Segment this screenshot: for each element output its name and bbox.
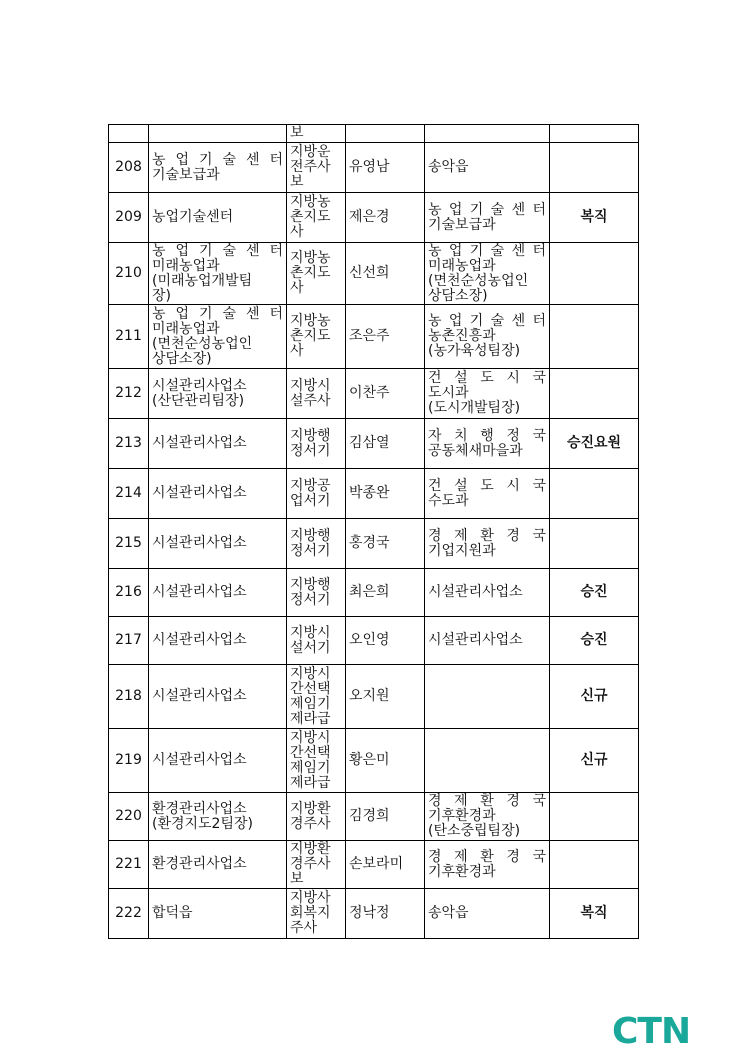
new-department: [149, 419, 287, 469]
new-department-line: 시설관리사업소: [152, 485, 247, 501]
person-name: 홍경국: [346, 519, 425, 569]
previous-department-line: 상담소장): [428, 287, 488, 304]
new-department-line: 기술보급과: [152, 166, 220, 183]
rank-line: 지방시: [290, 624, 331, 641]
previous-department: [425, 143, 550, 193]
person-name: 황은미: [346, 729, 425, 793]
table-row: [109, 665, 639, 729]
previous-department-line: 건 설 도 시 국: [428, 477, 546, 494]
person-name: 오지원: [346, 665, 425, 729]
table-row: [109, 143, 639, 193]
row-number: 212: [109, 369, 149, 419]
previous-department: [425, 665, 550, 729]
rank: [287, 617, 346, 665]
previous-department: [425, 617, 550, 665]
new-department-line: 미래농업과: [152, 320, 220, 337]
remark: [550, 243, 639, 305]
new-department-line: 환경관리사업소: [152, 856, 247, 872]
previous-department: [425, 569, 550, 617]
rank-line: 지방농: [290, 313, 331, 329]
previous-department-line: 수도과: [428, 492, 469, 509]
row-number: 222: [109, 889, 149, 939]
previous-department-line: 기후환경과: [428, 863, 496, 880]
new-department-line: 장): [152, 287, 171, 304]
rank-line: 사: [290, 224, 304, 240]
person-name: 조은주: [346, 305, 425, 369]
previous-department-line: 자 치 행 정 국: [428, 427, 546, 444]
table-row: [109, 369, 639, 419]
previous-department-line: (탄소중립팀장): [428, 823, 521, 839]
remark: [550, 369, 639, 419]
remark: [550, 305, 639, 369]
previous-department: [425, 841, 550, 889]
rank-line: 보: [290, 871, 304, 887]
person-name: 제은경: [346, 193, 425, 243]
person-name: 이찬주: [346, 369, 425, 419]
rank: [287, 729, 346, 793]
table-row: [109, 193, 639, 243]
rank-line: 지방행: [290, 576, 331, 593]
previous-department: [425, 193, 550, 243]
rank-line: 지방사: [290, 890, 331, 906]
rank: [287, 305, 346, 369]
rank-line: 지방농: [290, 250, 331, 266]
new-department-line: 농 업 기 술 센 터: [152, 242, 283, 259]
new-department: [149, 569, 287, 617]
rank-line: 경주사: [290, 856, 331, 872]
remark: [550, 841, 639, 889]
ctn-logo: CTN: [612, 1011, 691, 1052]
row-number: 218: [109, 665, 149, 729]
rank-line: 촌지도: [290, 328, 331, 344]
remark: [550, 519, 639, 569]
new-department: [149, 617, 287, 665]
previous-department-line: (도시개발팀장): [428, 400, 521, 416]
previous-department: [425, 889, 550, 939]
previous-department: [425, 793, 550, 841]
personnel-table: [108, 124, 639, 939]
previous-department-line: (면천순성농업인: [428, 272, 529, 289]
rank-line: 사: [290, 280, 304, 296]
new-department-line: (면천순성농업인: [152, 335, 253, 352]
new-department-line: 농 업 기 술 센 터: [152, 151, 283, 168]
new-department: [149, 125, 287, 143]
previous-department-line: 기후환경과: [428, 808, 496, 824]
new-department-line: 시설관리사업소: [152, 535, 247, 551]
table-row: [109, 729, 639, 793]
rank-line: 지방행: [290, 527, 331, 544]
previous-department-line: 송악읍: [428, 159, 469, 175]
rank: [287, 193, 346, 243]
person-name: 최은희: [346, 569, 425, 617]
remark: 승진: [550, 617, 639, 665]
previous-department-line: (농가육성팀장): [428, 343, 521, 359]
previous-department: [425, 419, 550, 469]
remark: 복직: [550, 889, 639, 939]
previous-department-line: 경 제 환 경 국: [428, 848, 546, 865]
previous-department-line: 농 업 기 술 센 터: [428, 313, 546, 329]
person-name: 유영남: [346, 143, 425, 193]
previous-department: [425, 125, 550, 143]
remark: [550, 793, 639, 841]
rank-line: 지방시: [290, 377, 331, 394]
previous-department: [425, 729, 550, 793]
new-department: [149, 889, 287, 939]
rank-line: 경주사: [290, 815, 331, 832]
new-department-line: 시설관리사업소: [152, 435, 247, 451]
rank: [287, 143, 346, 193]
rank: [287, 519, 346, 569]
table-row: [109, 617, 639, 665]
new-department-line: 시설관리사업소: [152, 377, 247, 394]
new-department: [149, 729, 287, 793]
table-row: [109, 569, 639, 617]
table-row: [109, 419, 639, 469]
rank-line: 보: [290, 174, 304, 190]
rank-line: 지방환: [290, 800, 331, 817]
row-number: [109, 125, 149, 143]
remark: [550, 125, 639, 143]
rank-line: 지방행: [290, 427, 331, 444]
remark: [550, 469, 639, 519]
table-row: [109, 305, 639, 369]
rank-line: 사: [290, 343, 304, 359]
person-name: 김경희: [346, 793, 425, 841]
person-name: 정낙정: [346, 889, 425, 939]
rank: [287, 419, 346, 469]
table-row: [109, 519, 639, 569]
rank-line: 제임기: [290, 759, 331, 776]
row-number: 211: [109, 305, 149, 369]
new-department-line: 시설관리사업소: [152, 688, 247, 704]
new-department: [149, 841, 287, 889]
row-number: 214: [109, 469, 149, 519]
rank-line: 정서기: [290, 442, 331, 459]
new-department-line: 합덕읍: [152, 905, 193, 921]
previous-department-line: 도시과: [428, 385, 469, 401]
previous-department-line: 농 업 기 술 센 터: [428, 201, 546, 218]
row-number: 221: [109, 841, 149, 889]
rank-line: 지방농: [290, 194, 331, 210]
new-department-line: 시설관리사업소: [152, 752, 247, 768]
rank-line: 설주사: [290, 392, 331, 409]
table-row: [109, 469, 639, 519]
new-department-line: 시설관리사업소: [152, 632, 247, 648]
rank: [287, 369, 346, 419]
new-department-line: (환경지도2팀장): [152, 815, 253, 832]
new-department-line: (미래농업개발팀: [152, 272, 253, 289]
rank: [287, 469, 346, 519]
person-name: 김삼열: [346, 419, 425, 469]
previous-department: [425, 243, 550, 305]
remark: 신규: [550, 729, 639, 793]
table-row: [109, 889, 639, 939]
new-department: [149, 305, 287, 369]
rank: [287, 889, 346, 939]
new-department: [149, 193, 287, 243]
row-number: 216: [109, 569, 149, 617]
remark: 승진: [550, 569, 639, 617]
new-department: [149, 665, 287, 729]
rank: [287, 665, 346, 729]
rank-line: 회복지: [290, 905, 331, 921]
rank: [287, 125, 346, 143]
new-department: [149, 369, 287, 419]
new-department: [149, 469, 287, 519]
previous-department: [425, 469, 550, 519]
rank-line: 촌지도: [290, 265, 331, 281]
remark: [550, 143, 639, 193]
table-row: [109, 243, 639, 305]
previous-department-line: 기술보급과: [428, 216, 496, 233]
previous-department-line: 시설관리사업소: [428, 584, 523, 600]
rank-line: 주사: [290, 920, 318, 936]
table-row: [109, 793, 639, 841]
previous-department-line: 건 설 도 시 국: [428, 370, 546, 386]
previous-department-line: 경 제 환 경 국: [428, 793, 546, 809]
previous-department-line: 경 제 환 경 국: [428, 527, 546, 544]
table-row: [109, 125, 639, 143]
new-department-line: 상담소장): [152, 350, 212, 367]
previous-department: [425, 369, 550, 419]
person-name: 손보라미: [346, 841, 425, 889]
rank-line: 제라급: [290, 710, 331, 727]
row-number: 210: [109, 243, 149, 305]
rank-line: 지방환: [290, 841, 331, 857]
previous-department-line: 공동체새마을과: [428, 442, 523, 459]
rank-line: 지방공: [290, 477, 331, 494]
row-number: 219: [109, 729, 149, 793]
previous-department: [425, 305, 550, 369]
previous-department-line: 미래농업과: [428, 257, 496, 274]
rank: [287, 841, 346, 889]
row-number: 209: [109, 193, 149, 243]
rank-line: 업서기: [290, 492, 331, 509]
person-name: 박종완: [346, 469, 425, 519]
rank-line: 전주사: [290, 159, 331, 175]
new-department: [149, 519, 287, 569]
rank: [287, 569, 346, 617]
rank-line: 지방시: [290, 729, 331, 746]
rank-line: 정서기: [290, 591, 331, 608]
new-department: [149, 793, 287, 841]
new-department-line: 환경관리사업소: [152, 800, 247, 817]
rank: [287, 243, 346, 305]
row-number: 215: [109, 519, 149, 569]
new-department-line: (산단관리팀장): [152, 392, 245, 409]
previous-department-line: 농 업 기 술 센 터: [428, 242, 546, 259]
previous-department-line: 송악읍: [428, 905, 469, 921]
rank-line: 제임기: [290, 695, 331, 712]
rank-line: 정서기: [290, 542, 331, 559]
person-name: 오인영: [346, 617, 425, 665]
rank-line: 간선택: [290, 744, 331, 761]
new-department-line: 시설관리사업소: [152, 584, 247, 600]
remark: 복직: [550, 193, 639, 243]
row-number: 217: [109, 617, 149, 665]
row-number: 208: [109, 143, 149, 193]
personnel-table-body: [109, 125, 639, 939]
table-row: [109, 841, 639, 889]
new-department: [149, 143, 287, 193]
remark: 신규: [550, 665, 639, 729]
remark: 승진요원: [550, 419, 639, 469]
rank-line: 설서기: [290, 639, 331, 656]
previous-department-line: 농촌진흥과: [428, 328, 496, 344]
rank-line: 지방시: [290, 665, 331, 682]
new-department: [149, 243, 287, 305]
previous-department-line: 기업지원과: [428, 542, 496, 559]
new-department-line: 농 업 기 술 센 터: [152, 305, 283, 322]
person-name: [346, 125, 425, 143]
new-department-line: 미래농업과: [152, 257, 220, 274]
row-number: 213: [109, 419, 149, 469]
rank-line: 지방운: [290, 144, 331, 160]
rank-line: 촌지도: [290, 209, 331, 225]
new-department-line: 농업기술센터: [152, 209, 234, 225]
previous-department: [425, 519, 550, 569]
previous-department-line: 시설관리사업소: [428, 632, 523, 648]
rank: [287, 793, 346, 841]
rank-line: 제라급: [290, 774, 331, 791]
row-number: 220: [109, 793, 149, 841]
rank-line: 간선택: [290, 680, 331, 697]
rank-line: 보: [290, 125, 304, 141]
person-name: 신선희: [346, 243, 425, 305]
